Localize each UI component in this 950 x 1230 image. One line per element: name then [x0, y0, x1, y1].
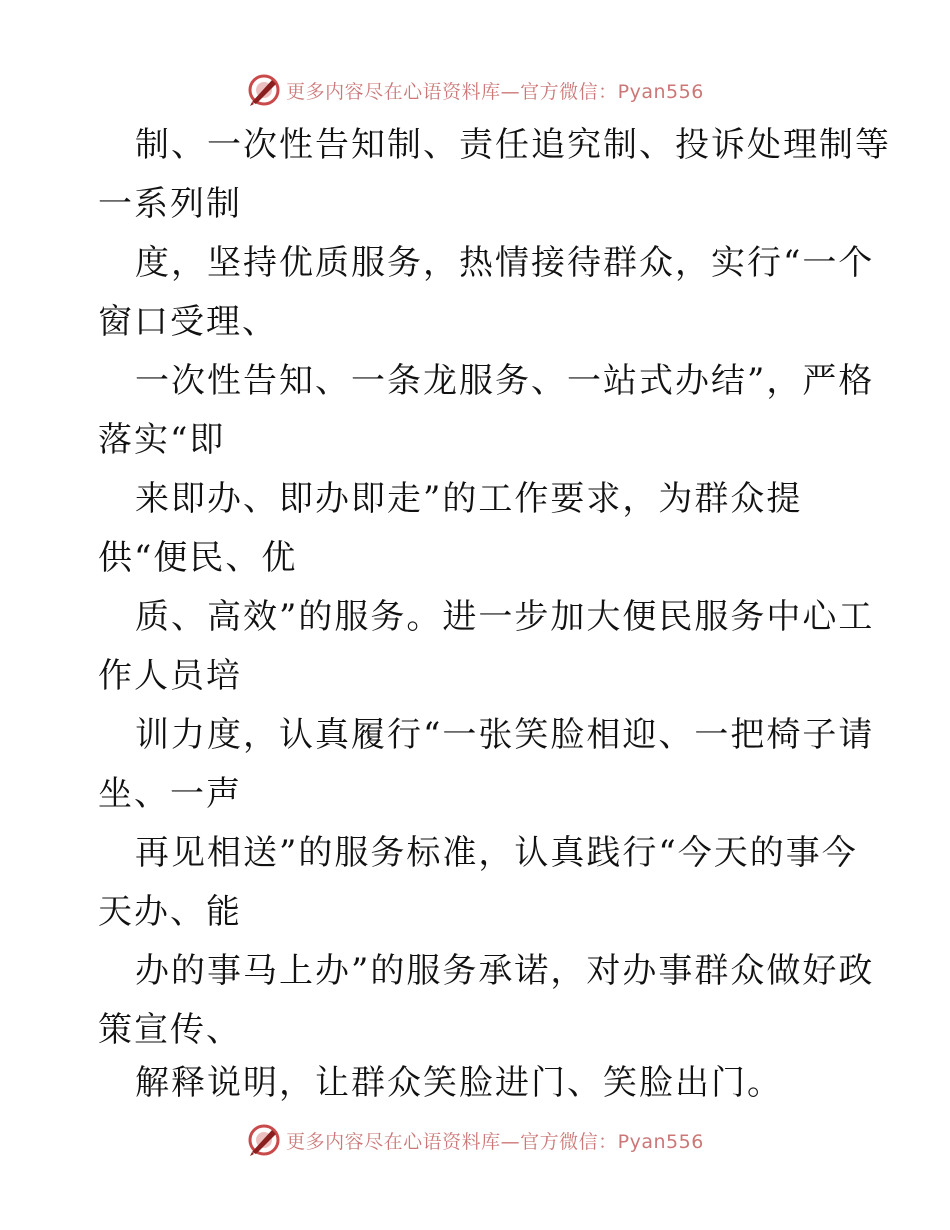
text-line: 天办、能 — [98, 892, 242, 932]
text-line: 来即办、即办即走”的工作要求，为群众提 — [135, 479, 803, 519]
text-line: 窗口受理、 — [98, 302, 278, 342]
text-line: 再见相送”的服务标准，认真践行“今天的事今 — [135, 833, 858, 873]
footer-watermark — [0, 1120, 950, 1160]
text-line: 作人员培 — [98, 656, 242, 696]
text-line: 供“便民、优 — [98, 538, 298, 578]
text-line: 办的事马上办”的服务承诺，对办事群众做好政 — [135, 951, 875, 991]
text-line: 一次性告知、一条龙服务、一站式办结”，严格 — [135, 361, 875, 401]
pen-logo-icon — [246, 1122, 282, 1158]
text-line: 度，坚持优质服务，热情接待群众，实行“一个 — [135, 243, 875, 283]
text-line: 落实“即 — [98, 420, 226, 460]
text-line: 解释说明，让群众笑脸进门、笑脸出门。 — [135, 1063, 783, 1103]
watermark-text: 更多内容尽在心语资料库—官方微信：Pyan556 — [286, 1130, 704, 1153]
text-line: 策宣传、 — [98, 1010, 242, 1050]
text-line: 训力度，认真履行“一张笑脸相迎、一把椅子请 — [135, 715, 875, 755]
text-line: 制、一次性告知制、责任追究制、投诉处理制等 — [135, 125, 891, 165]
text-line: 质、高效”的服务。进一步加大便民服务中心工 — [135, 597, 875, 637]
watermark-text: 更多内容尽在心语资料库—官方微信：Pyan556 — [286, 80, 704, 103]
text-line: 一系列制 — [98, 184, 242, 224]
text-line: 坐、一声 — [98, 774, 242, 814]
